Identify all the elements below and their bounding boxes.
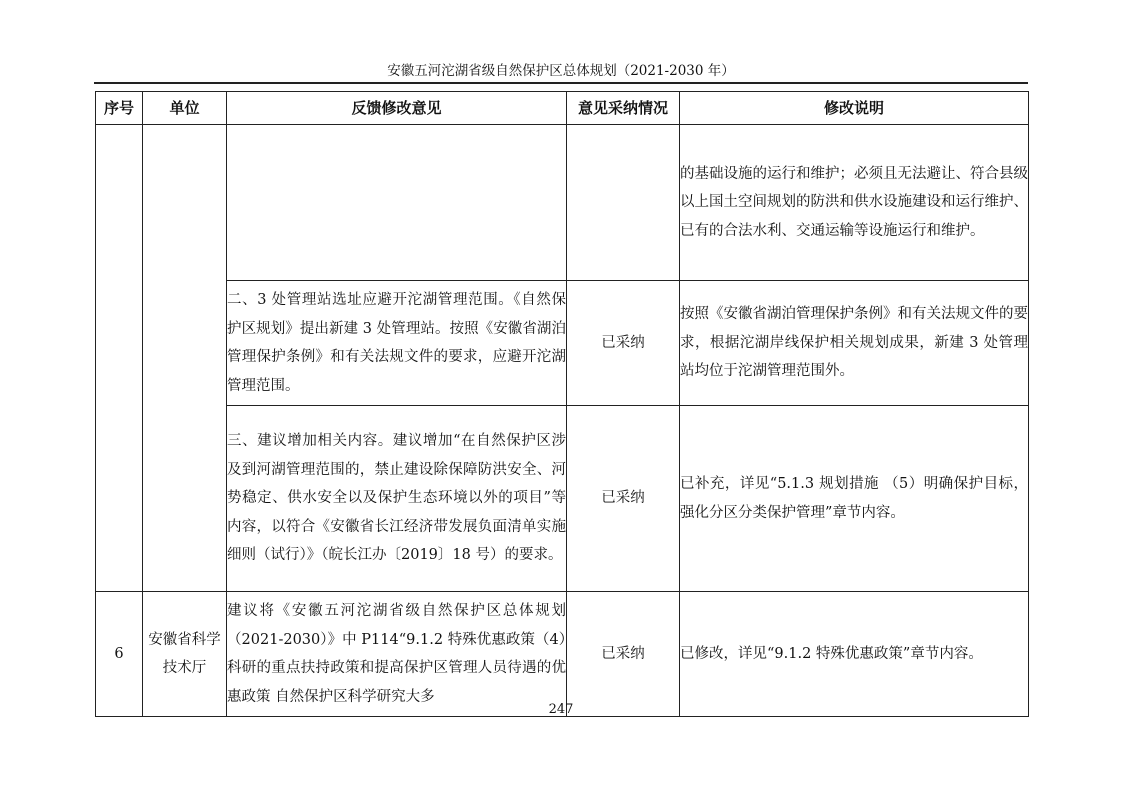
running-header: 安徽五河沱湖省级自然保护区总体规划（2021-2030 年） [387,63,735,79]
column-header-description: 修改说明 [680,92,1029,125]
status-cell: 已采纳 [567,592,680,717]
column-header-status: 意见采纳情况 [567,92,680,125]
description-cell: 按照《安徽省湖泊管理保护条例》和有关法规文件的要求，根据沱湖岸线保护相关规划成果，新建 3 处管理站均位于沱湖管理范围外。 [680,281,1029,406]
column-header-feedback: 反馈修改意见 [227,92,567,125]
status-cell: 已采纳 [567,406,680,592]
table-row [96,125,1029,281]
description-cell: 的基础设施的运行和维护；必须且无法避让、符合县级以上国土空间规划的防洪和供水设施建设和运行维护、已有的合法水利、交通运输等设施运行和维护。 [680,125,1029,281]
status-cell [567,125,680,281]
unit-cell: 安徽省科学技术厅 [143,592,227,717]
table-row [96,592,1029,717]
feedback-cell: 建议将《安徽五河沱湖省级自然保护区总体规划（2021-2030）》中 P114“9.1.2 特殊优惠政策（4）科研的重点扶持政策和提高保护区管理人员待遇的优惠政策 自然保护区科学研究大多 [227,592,567,717]
status-cell: 已采纳 [567,281,680,406]
feedback-cell: 三、建议增加相关内容。建议增加“在自然保护区涉及到河湖管理范围的，禁止建设除保障防洪安全、河势稳定、供水安全以及保护生态环境以外的项目”等内容，以符合《安徽省长江经济带发展负面清单实施细则（试行）》（皖长江办〔2019〕18 号）的要求。 [227,406,567,592]
table-row [96,281,1029,406]
description-cell: 已补充，详见“5.1.3 规划措施 （5）明确保护目标，强化分区分类保护管理”章节内容。 [680,406,1029,592]
unit-cell [143,125,227,592]
feedback-table [95,91,1029,717]
description-cell: 已修改，详见“9.1.2 特殊优惠政策”章节内容。 [680,592,1029,717]
column-header-unit: 单位 [143,92,227,125]
page-number: 247 [548,702,574,717]
feedback-cell: 二、3 处管理站选址应避开沱湖管理范围。《自然保护区规划》提出新建 3 处管理站。按照《安徽省湖泊管理保护条例》和有关法规文件的要求，应避开沱湖管理范围。 [227,281,567,406]
row-number-cell: 6 [96,592,143,717]
table-header-row [96,92,1029,125]
feedback-cell [227,125,567,281]
column-header-no: 序号 [96,92,143,125]
row-number-cell [96,125,143,592]
table-row [96,406,1029,592]
header-rule [94,82,1028,84]
